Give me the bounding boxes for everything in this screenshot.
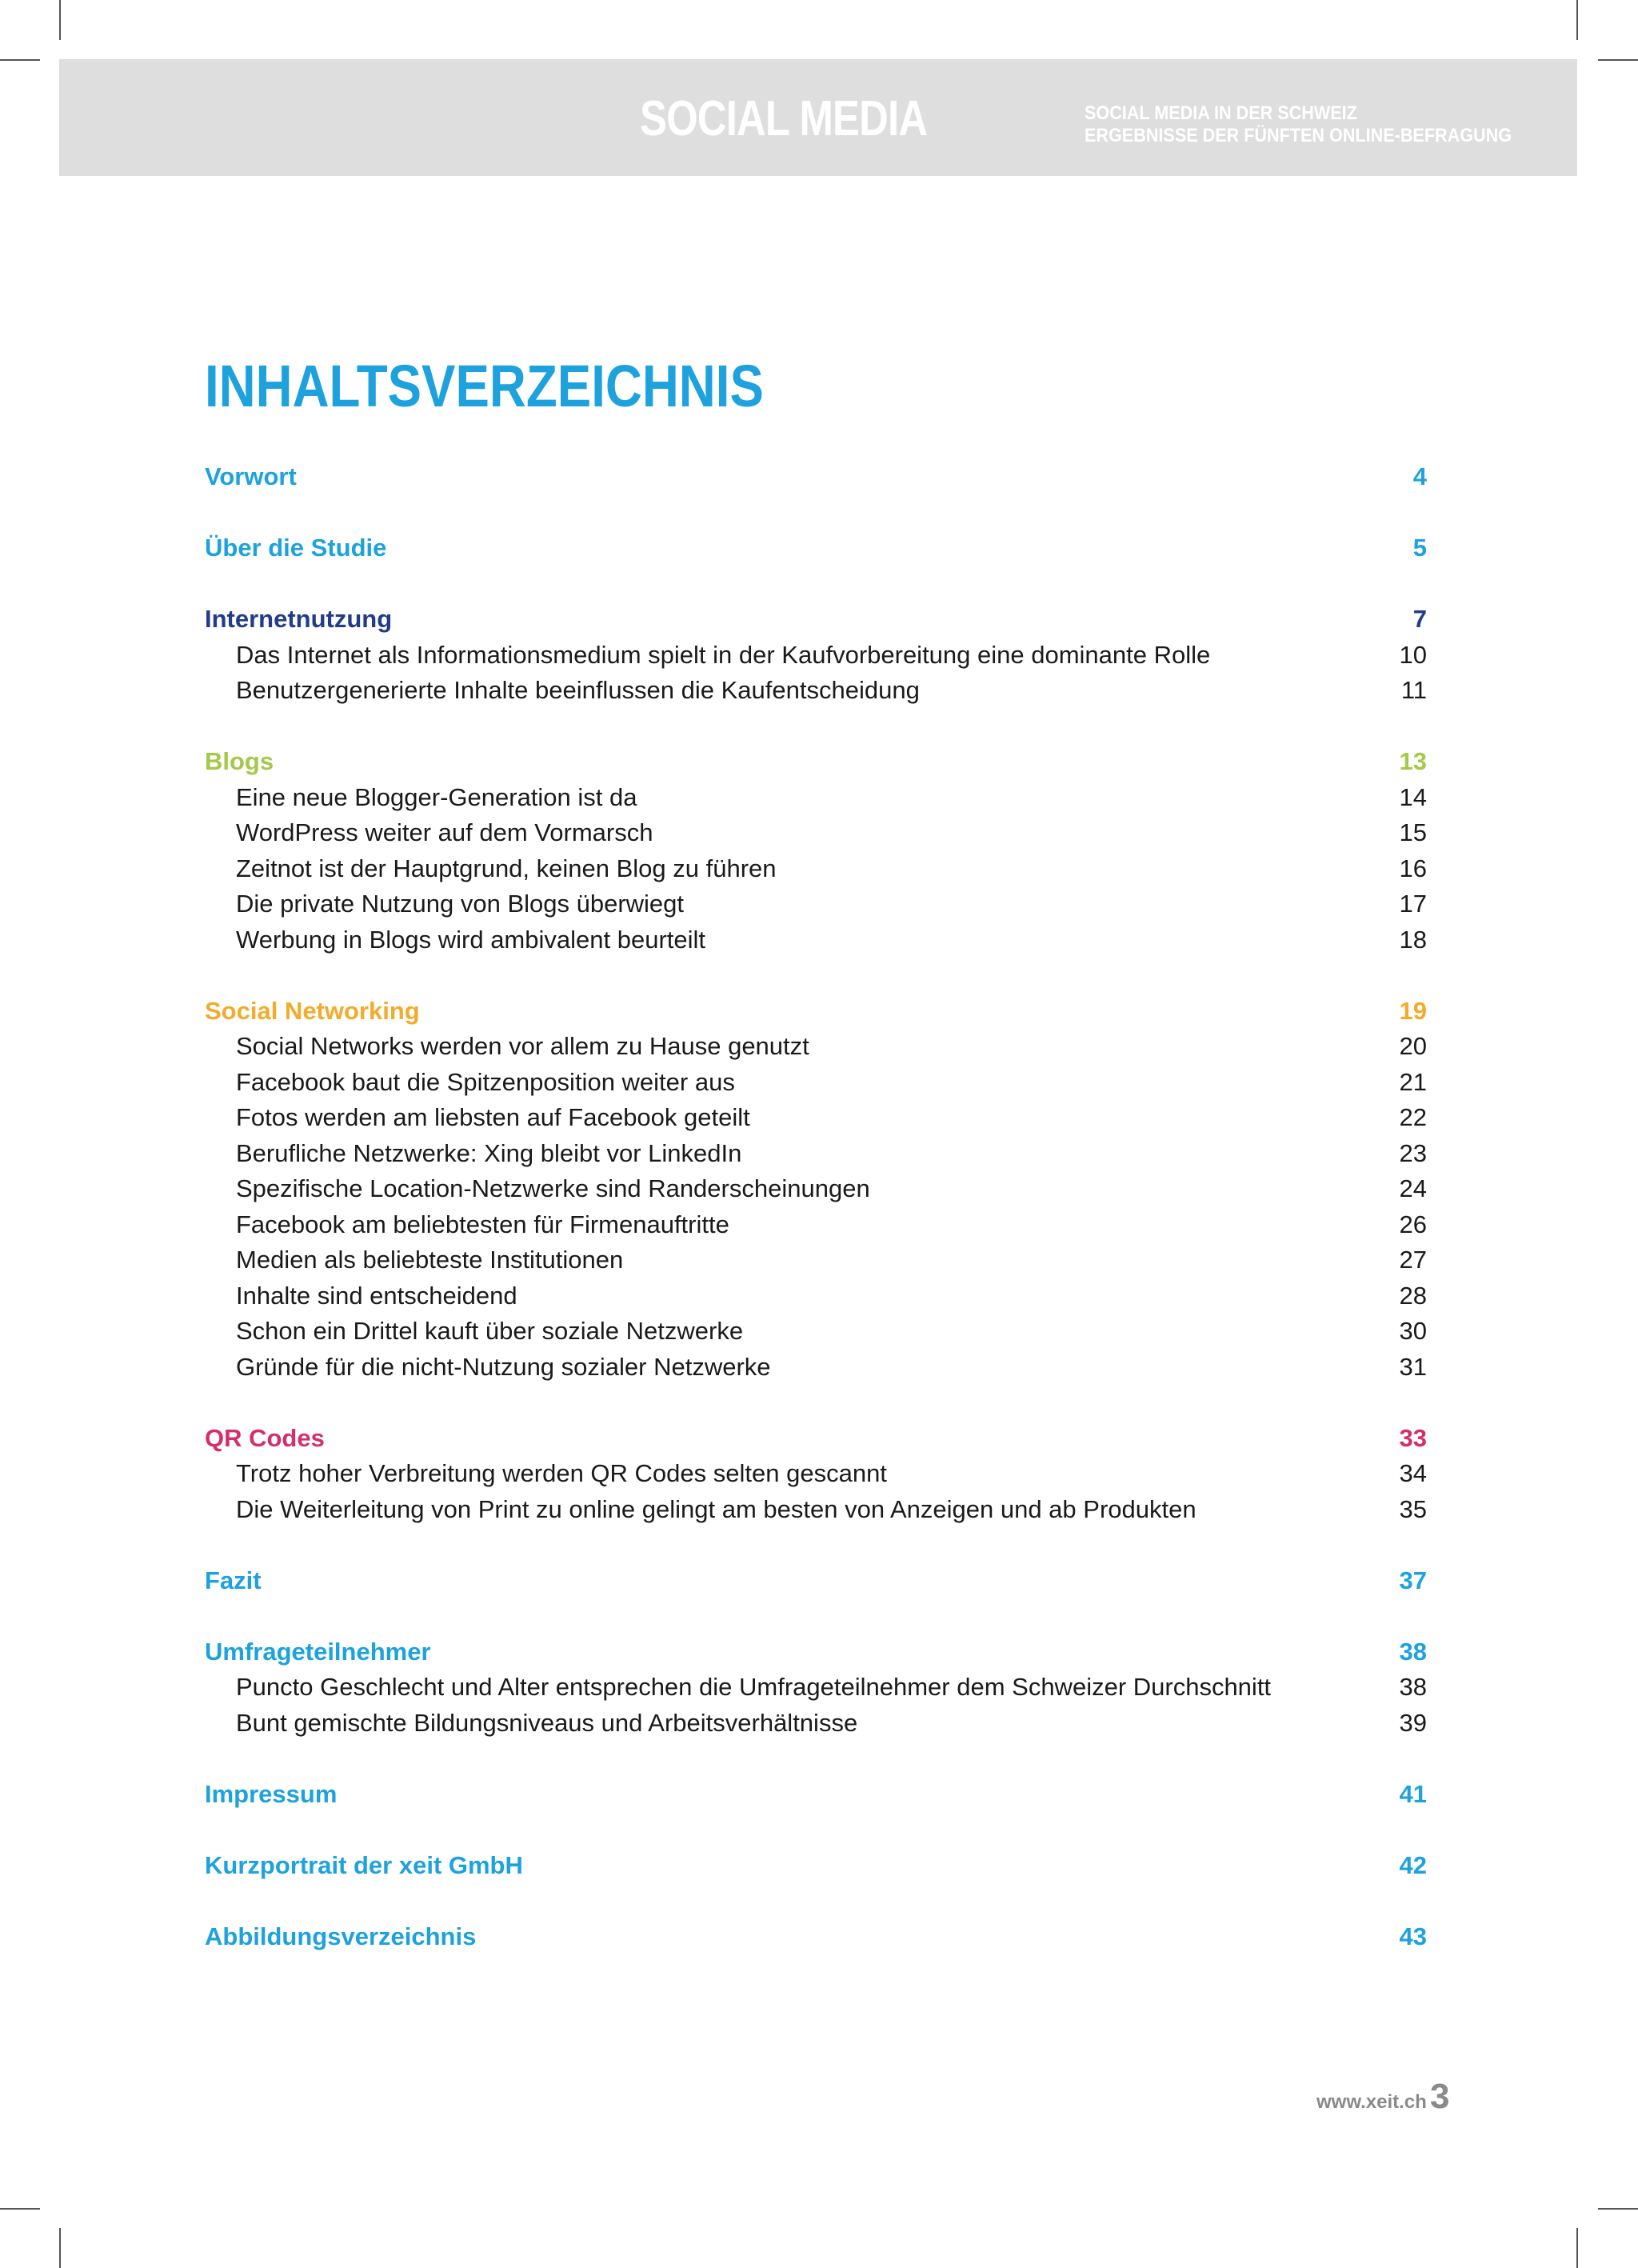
- crop-mark: [1576, 0, 1578, 40]
- toc-entry-title: Das Internet als Informationsmedium spielt in der Kaufvorbereitung eine dominante Rolle: [236, 640, 1211, 669]
- crop-mark: [59, 0, 61, 40]
- toc-entry-page: 35: [1399, 1494, 1427, 1523]
- toc-entry-page: 28: [1399, 1281, 1427, 1310]
- toc-entry-row[interactable]: [205, 1456, 1427, 1492]
- toc-entry-row[interactable]: [205, 851, 1427, 887]
- toc-section: [205, 1421, 1427, 1528]
- toc-entry-row[interactable]: [205, 780, 1427, 816]
- header-subtitle-line1: SOCIAL MEDIA IN DER SCHWEIZ: [1085, 102, 1357, 124]
- toc-heading-row[interactable]: [205, 744, 1427, 780]
- toc-entry-page: 17: [1399, 890, 1427, 918]
- toc-heading-row[interactable]: [205, 994, 1427, 1030]
- toc-entry-page: 34: [1399, 1459, 1427, 1487]
- toc-entry-row[interactable]: [205, 1171, 1427, 1207]
- toc-entry-page: 27: [1399, 1246, 1427, 1274]
- footer-url: www.xeit.ch: [1316, 2091, 1427, 2113]
- toc-entry-title: Bunt gemischte Bildungsniveaus und Arbeitsverhältnisse: [236, 1708, 858, 1737]
- toc-heading-title: Fazit: [205, 1566, 262, 1594]
- toc-entry-row[interactable]: [205, 673, 1427, 709]
- toc-entry-row[interactable]: [205, 1065, 1427, 1101]
- crop-mark: [1576, 2228, 1578, 2268]
- toc-entry-page: 22: [1399, 1103, 1427, 1131]
- toc-entry-title: Social Networks werden vor allem zu Hause genutzt: [236, 1032, 809, 1060]
- toc-entry-title: Schon ein Drittel kauft über soziale Netzwerke: [236, 1317, 744, 1345]
- page-title: INHALTSVERZEICHNIS: [205, 353, 764, 419]
- toc-heading-row[interactable]: [205, 459, 1427, 495]
- toc-section: [205, 744, 1427, 958]
- toc-entry-page: 10: [1399, 640, 1427, 669]
- toc-entry-title: Die private Nutzung von Blogs überwiegt: [236, 890, 685, 918]
- toc-entry-page: 20: [1399, 1032, 1427, 1060]
- toc-section: [205, 602, 1427, 709]
- toc-entry-row[interactable]: [205, 1706, 1427, 1742]
- toc-heading-page: 19: [1399, 996, 1427, 1025]
- toc-heading-title: Impressum: [205, 1779, 338, 1808]
- toc-section: [205, 1563, 1427, 1599]
- toc-entry-row[interactable]: [205, 1029, 1427, 1065]
- toc-heading-title: Abbildungsverzeichnis: [205, 1922, 477, 1950]
- header-subtitle-line2: ERGEBNISSE DER FÜNFTEN ONLINE-BEFRAGUNG: [1085, 125, 1512, 146]
- toc-entry-row[interactable]: [205, 1242, 1427, 1278]
- toc-heading-row[interactable]: [205, 1777, 1427, 1813]
- toc-entry-title: Trotz hoher Verbreitung werden QR Codes selten gescannt: [236, 1459, 887, 1487]
- toc-entry-row[interactable]: [205, 1207, 1427, 1243]
- toc-section: [205, 530, 1427, 566]
- toc-entry-row[interactable]: [205, 1100, 1427, 1136]
- toc-entry-title: Medien als beliebteste Institutionen: [236, 1246, 624, 1274]
- toc-entry-row[interactable]: [205, 1492, 1427, 1528]
- toc-heading-title: Kurzportrait der xeit GmbH: [205, 1850, 523, 1879]
- toc-entry-page: 21: [1399, 1067, 1427, 1096]
- toc-entry-row[interactable]: [205, 1278, 1427, 1314]
- toc-entry-row[interactable]: [205, 815, 1427, 851]
- crop-mark: [59, 2228, 61, 2268]
- toc-entry-title: Gründe für die nicht-Nutzung sozialer Netzwerke: [236, 1352, 771, 1381]
- toc-heading-row[interactable]: [205, 1421, 1427, 1457]
- toc-entry-row[interactable]: [205, 1350, 1427, 1386]
- toc-heading-page: 33: [1399, 1423, 1427, 1452]
- toc-entry-page: 39: [1399, 1708, 1427, 1737]
- toc-heading-title: Vorwort: [205, 462, 297, 490]
- page-number: 3: [1430, 2077, 1450, 2116]
- toc-section: [205, 459, 1427, 495]
- toc-heading-row[interactable]: [205, 602, 1427, 638]
- toc-entry-title: WordPress weiter auf dem Vormarsch: [236, 818, 653, 846]
- toc-heading-title: Social Networking: [205, 996, 420, 1025]
- toc-section: [205, 1634, 1427, 1742]
- toc-heading-page: 13: [1399, 747, 1427, 775]
- toc-section: [205, 1919, 1427, 1955]
- toc-entry-title: Facebook am beliebtesten für Firmenauftritte: [236, 1210, 729, 1238]
- header-title: SOCIAL MEDIA: [640, 91, 928, 146]
- toc-heading-title: QR Codes: [205, 1423, 325, 1452]
- crop-mark: [1598, 59, 1638, 61]
- toc-heading-page: 42: [1399, 1850, 1427, 1879]
- toc-heading-row[interactable]: [205, 530, 1427, 566]
- toc-entry-page: 30: [1399, 1317, 1427, 1345]
- toc-heading-row[interactable]: [205, 1563, 1427, 1599]
- toc-heading-page: 5: [1412, 534, 1427, 562]
- toc-entry-page: 18: [1399, 925, 1427, 954]
- toc-entry-row[interactable]: [205, 886, 1427, 922]
- toc-entry-page: 11: [1400, 676, 1427, 704]
- toc-entry-page: 15: [1399, 818, 1427, 846]
- toc-entry-title: Werbung in Blogs wird ambivalent beurteilt: [236, 925, 706, 954]
- toc-entry-page: 31: [1399, 1352, 1427, 1381]
- toc-entry-title: Benutzergenerierte Inhalte beeinflussen die Kaufentscheidung: [236, 676, 920, 704]
- toc-entry-page: 24: [1399, 1174, 1427, 1202]
- toc-section: [205, 1777, 1427, 1813]
- table-of-contents: [205, 459, 1427, 1990]
- toc-entry-title: Zeitnot ist der Hauptgrund, keinen Blog zu führen: [236, 854, 777, 882]
- toc-entry-page: 38: [1399, 1673, 1427, 1701]
- toc-heading-page: 38: [1399, 1637, 1427, 1666]
- toc-entry-page: 26: [1399, 1210, 1427, 1238]
- toc-entry-title: Berufliche Netzwerke: Xing bleibt vor LinkedIn: [236, 1138, 742, 1167]
- toc-heading-page: 37: [1399, 1566, 1427, 1594]
- toc-heading-page: 43: [1399, 1922, 1427, 1950]
- toc-entry-row[interactable]: [205, 1670, 1427, 1706]
- crop-mark: [0, 59, 40, 61]
- toc-heading-title: Internetnutzung: [205, 605, 393, 633]
- toc-entry-title: Puncto Geschlecht und Alter entsprechen die Umfrageteilnehmer dem Schweizer Durchschnitt: [236, 1673, 1272, 1701]
- toc-entry-row[interactable]: [205, 922, 1427, 958]
- toc-heading-title: Blogs: [205, 747, 274, 775]
- toc-entry-title: Fotos werden am liebsten auf Facebook geteilt: [236, 1103, 750, 1131]
- toc-entry-title: Facebook baut die Spitzenposition weiter aus: [236, 1067, 735, 1096]
- toc-entry-row[interactable]: [205, 1314, 1427, 1350]
- toc-entry-title: Eine neue Blogger-Generation ist da: [236, 782, 637, 811]
- toc-heading-row[interactable]: [205, 1848, 1427, 1884]
- crop-mark: [1598, 2208, 1638, 2210]
- toc-entry-page: 23: [1399, 1138, 1427, 1167]
- toc-entry-title: Die Weiterleitung von Print zu online gelingt am besten von Anzeigen und ab Produkten: [236, 1494, 1197, 1523]
- toc-entry-page: 16: [1399, 854, 1427, 882]
- toc-heading-row[interactable]: [205, 1634, 1427, 1670]
- toc-section: [205, 994, 1427, 1386]
- crop-mark: [0, 2208, 40, 2210]
- toc-entry-page: 14: [1399, 782, 1427, 811]
- toc-entry-row[interactable]: [205, 1136, 1427, 1172]
- toc-heading-title: Umfrageteilnehmer: [205, 1637, 431, 1666]
- toc-entry-title: Spezifische Location-Netzwerke sind Randerscheinungen: [236, 1174, 870, 1202]
- toc-section: [205, 1848, 1427, 1884]
- header-subtitle: [1085, 102, 1512, 147]
- toc-heading-title: Über die Studie: [205, 534, 387, 562]
- toc-heading-page: 41: [1399, 1779, 1427, 1808]
- toc-heading-page: 7: [1412, 605, 1427, 633]
- toc-heading-page: 4: [1412, 462, 1427, 490]
- toc-heading-row[interactable]: [205, 1919, 1427, 1955]
- toc-entry-row[interactable]: [205, 638, 1427, 674]
- toc-entry-title: Inhalte sind entscheidend: [236, 1281, 517, 1310]
